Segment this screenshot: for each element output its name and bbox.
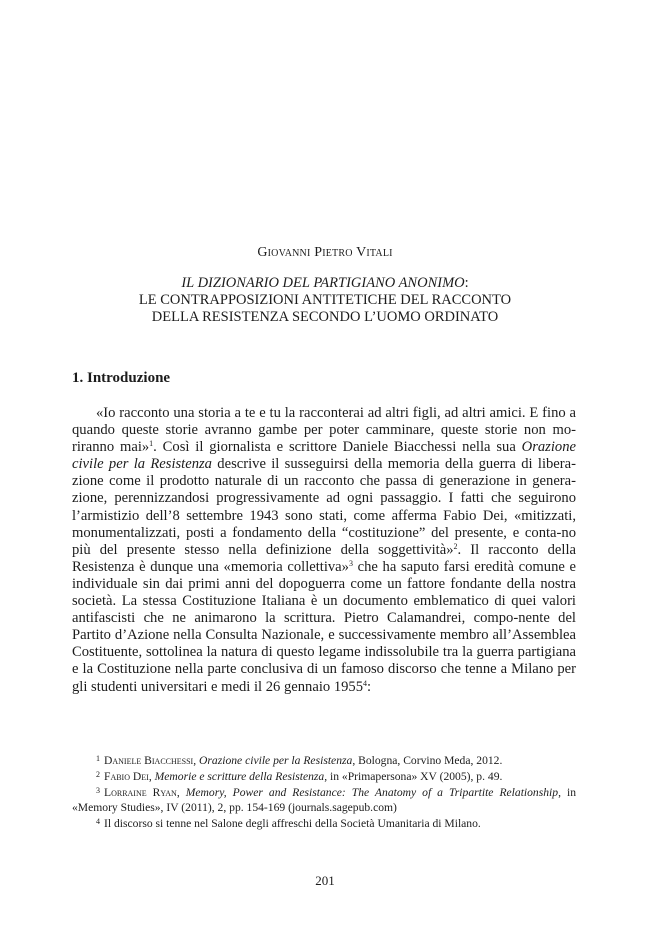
paragraph bbox=[72, 405, 576, 696]
footnote-number: 2 bbox=[96, 770, 100, 780]
footnote-title: Memory, Power and Resistance: The Anatomy of a Tripartite Relationship bbox=[185, 786, 559, 800]
footnote bbox=[72, 815, 576, 831]
footnote-separator: , bbox=[193, 754, 200, 767]
book-title: Orazione civile per la Resistenza bbox=[72, 439, 576, 473]
title-line-1 bbox=[60, 275, 590, 292]
footnote-title: Memorie e scritture della Resistenza bbox=[154, 770, 325, 784]
footnote bbox=[72, 768, 576, 784]
body-text bbox=[72, 405, 576, 696]
footnote-ref: 4 bbox=[363, 678, 368, 688]
text-run: che ha saputo farsi eredità comune e individuale sin dai primi anni del dopoguerra come un fattore fondante della nostra società. La stessa Costituzione Italiana è un documento emblematico di quei valori antifascisti che ne animarono la scrittura. Pietro Calamandrei, compo-nente del Partito d’Azione nella Consulta Nazionale, e successivamente membro all’Assemblea Costituente, sottolinea la natura di questo legame indissolubile tra la guerra partigiana e la Costituzione nella parte conclusiva di un famoso discorso che tenne a Milano per gli studenti universitari e medi il 26 gennaio 1955 bbox=[72, 558, 576, 695]
text-run: descrive il susseguirsi della memoria della guerra di libera-zione come il prodotto naturale di un racconto che passa di generazione in genera-zione, perennizzandosi progressivamente ad ogni passaggio. I fatti che seguirono l’armistizio dell’8 settembre 1943 sono stati, come afferma Fabio Dei, «mitizzati, monumentalizzati, posti a fondamento della “costituzione” del presente, e conta-no più del presente stesso nella definizione della soggettività» bbox=[72, 456, 576, 558]
author-name: Giovanni Pietro Vitali bbox=[257, 245, 393, 260]
footnote-ref: 3 bbox=[348, 558, 353, 568]
title-line-2: LE CONTRAPPOSIZIONI ANTITETICHE DEL RACCONTO bbox=[138, 292, 512, 308]
footnote bbox=[72, 752, 576, 768]
footnote-text: Il discorso si tenne nel Salone degli affreschi della Società Umanitaria di Milano. bbox=[104, 816, 481, 830]
footnote-ref: 2 bbox=[453, 541, 458, 551]
footnote-ref: 1 bbox=[149, 439, 154, 449]
footnote-author: Fabio Dei bbox=[104, 770, 149, 784]
footnote-rest: , in «Memory Studies», IV (2011), 2, pp. 154-169 (journals.sagepub.com) bbox=[72, 786, 576, 814]
title-line-3: DELLA RESISTENZA SECONDO L’UOMO ORDINATO bbox=[151, 309, 499, 325]
footnotes bbox=[72, 752, 576, 831]
footnote bbox=[72, 784, 576, 814]
footnote-rest: , Bologna, Corvino Meda, 2012. bbox=[352, 754, 503, 767]
title-colon: : bbox=[464, 275, 469, 291]
footnote-number: 1 bbox=[96, 754, 100, 763]
footnote-number: 3 bbox=[96, 786, 100, 796]
text-run: . Così il giornalista e scrittore Daniele Biacchessi nella sua bbox=[153, 439, 522, 456]
footnote-title: Orazione civile per la Resistenza bbox=[199, 754, 353, 767]
footnote-author: Daniele Biacchessi bbox=[104, 754, 194, 767]
text-run: «Io racconto una storia a te e tu la racconterai ad altri figli, ad altri amici. E fino a quando queste storie avranno gambe per poter camminare, queste storie non mo-riranno mai» bbox=[72, 405, 576, 456]
title-italic: IL DIZIONARIO DEL PARTIGIANO ANONIMO bbox=[181, 275, 465, 291]
footnote-number: 4 bbox=[96, 816, 100, 826]
article-title bbox=[60, 275, 590, 326]
footnote-separator: , bbox=[148, 770, 155, 784]
page-number: 201 bbox=[315, 873, 335, 888]
footnote-author: Lorraine Ryan bbox=[104, 786, 177, 800]
section-heading: 1. Introduzione bbox=[72, 370, 171, 386]
footnote-rest: , in «Primapersona» XV (2005), p. 49. bbox=[324, 770, 503, 784]
footnote-separator: , bbox=[176, 786, 186, 800]
text-run: : bbox=[367, 678, 372, 695]
text-run: . Il racconto della Resistenza è dunque una «memoria collettiva» bbox=[72, 541, 576, 575]
